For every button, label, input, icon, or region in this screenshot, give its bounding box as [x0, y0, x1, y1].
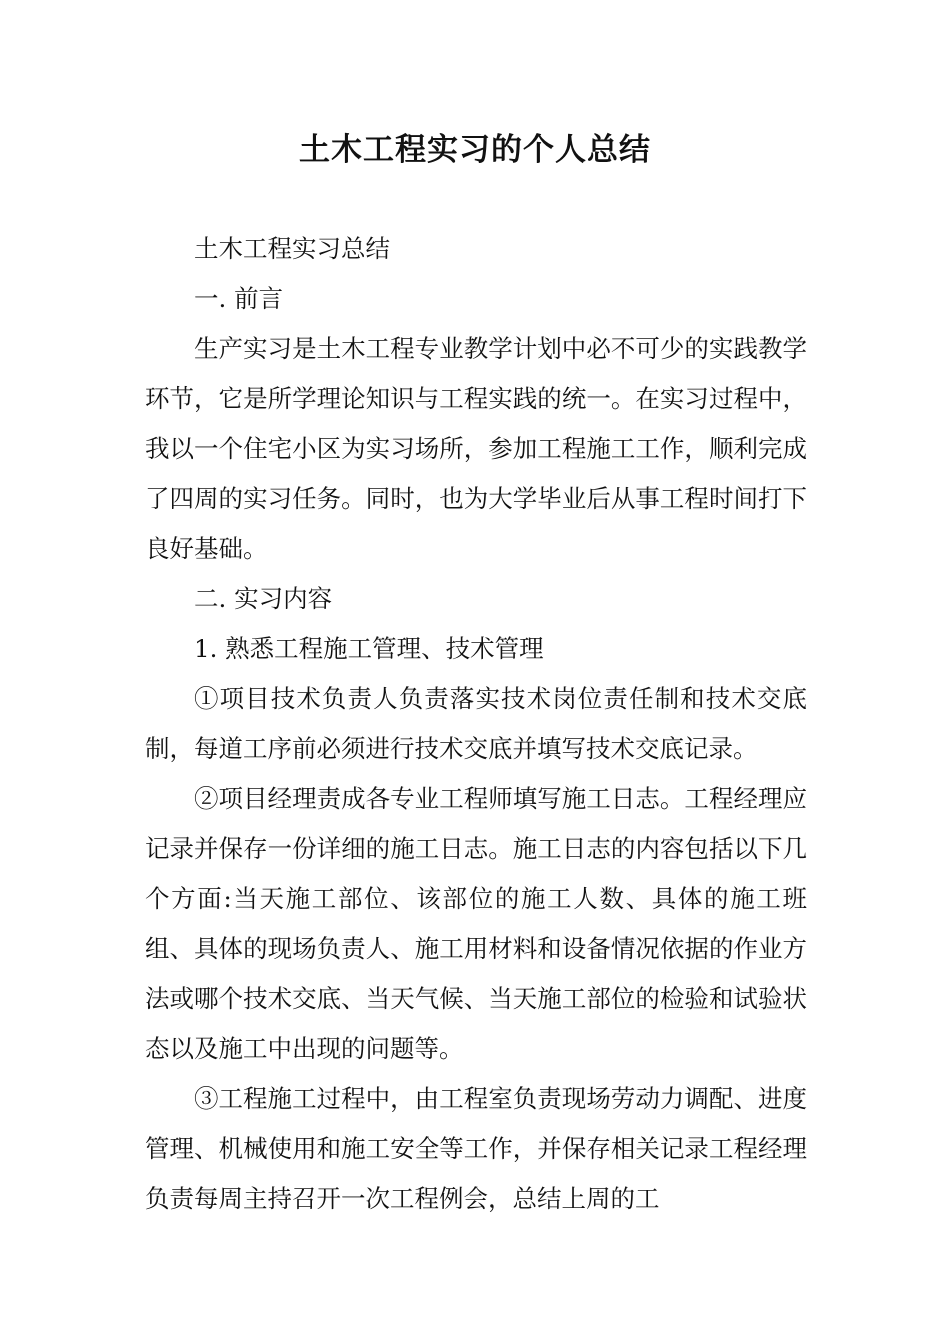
document-body [145, 224, 807, 1224]
paragraph-subtitle: 土木工程实习总结 [194, 234, 390, 263]
paragraph-section-preface: 一. 前言 [194, 284, 284, 313]
paragraph-section-content: 二. 实习内容 [194, 584, 333, 613]
paragraph-item-3: ③工程施工过程中，由工程室负责现场劳动力调配、进度管理、机械使用和施工安全等工作，并保存相关记录工程经理负责每周主持召开一次工程例会，总结上周的工 [145, 1084, 807, 1213]
paragraph-subsection-management: 1. 熟悉工程施工管理、技术管理 [194, 634, 544, 663]
paragraph-item-2: ②项目经理责成各专业工程师填写施工日志。工程经理应记录并保存一份详细的施工日志。施工日志的内容包括以下几个方面:当天施工部位、该部位的施工人数、具体的施工班组、具体的现场负责人、施工用材料和设备情况依据的作业方法或哪个技术交底、当天气候、当天施工部位的检验和试验状态以及施工中出现的问题等。 [145, 784, 807, 1063]
paragraph-item-1: ①项目技术负责人负责落实技术岗位责任制和技术交底制，每道工序前必须进行技术交底并填写技术交底记录。 [145, 684, 807, 763]
paragraph-preface-text: 生产实习是土木工程专业教学计划中必不可少的实践教学环节，它是所学理论知识与工程实践的统一。在实习过程中，我以一个住宅小区为实习场所，参加工程施工工作，顺利完成了四周的实习任务。同时，也为大学毕业后从事工程时间打下良好基础。 [145, 334, 807, 563]
document-title: 土木工程实习的个人总结 [299, 132, 651, 168]
